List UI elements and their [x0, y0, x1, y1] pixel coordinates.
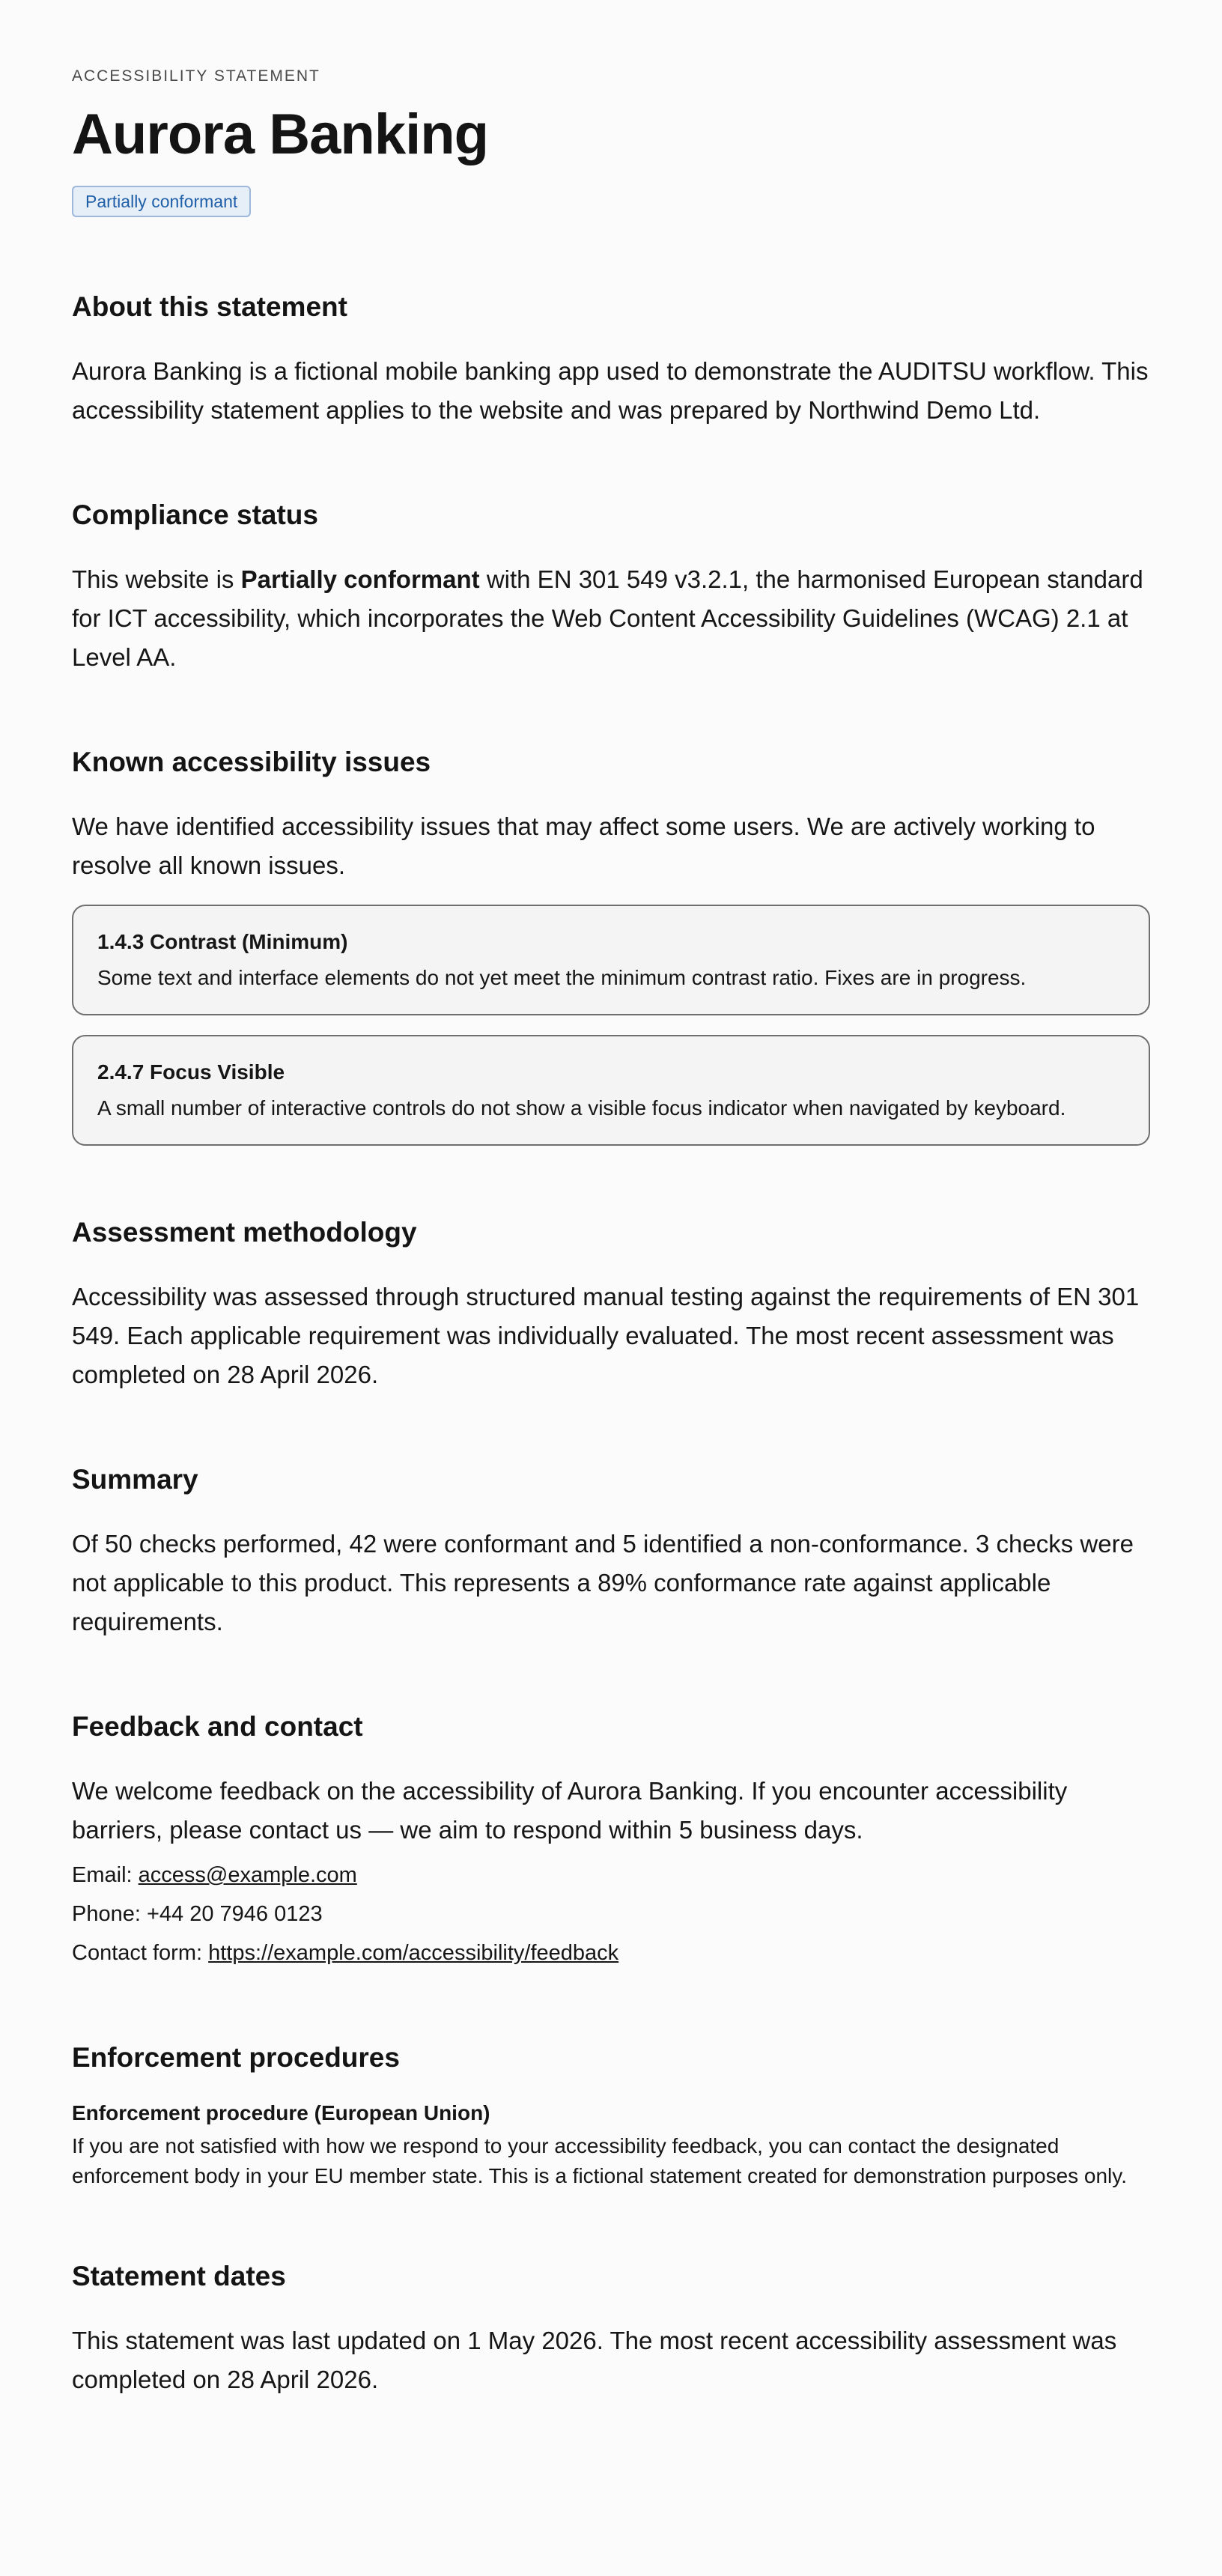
methodology-section [72, 1215, 1150, 1394]
statement-dates-text: This statement was last updated on 1 May 2026. The most recent accessibility assessment was completed on 28 April 2026. [72, 2327, 1117, 2393]
compliance-section [72, 497, 1150, 677]
feedback-text: We welcome feedback on the accessibility of Aurora Banking. If you encounter accessibility barriers, please contact us — we aim to respond within 5 business days. [72, 1777, 1068, 1844]
statement-dates-section [72, 2258, 1150, 2399]
methodology-heading: Assessment methodology [72, 1217, 417, 1248]
email-label: Email: [72, 1863, 139, 1887]
enforcement-subheading: Enforcement procedure (European Union) [72, 2101, 490, 2124]
about-section [72, 289, 1150, 430]
issue-title: 2.4.7 Focus Visible [97, 1060, 285, 1084]
conformance-status-badge: Partially conformant [72, 186, 251, 217]
methodology-text: Accessibility was assessed through structured manual testing against the requirements of EN 301 549. Each applicable requirement was individually evaluated. The most recent assessment was completed on 28 April 2026. [72, 1283, 1140, 1388]
issue-title: 1.4.3 Contrast (Minimum) [97, 930, 348, 953]
feedback-heading: Feedback and contact [72, 1711, 363, 1742]
about-text: Aurora Banking is a fictional mobile banking app used to demonstrate the AUDITSU workflow. This accessibility statement applies to the website and was prepared by Northwind Demo Ltd. [72, 357, 1149, 424]
enforcement-text: If you are not satisfied with how we respond to your accessibility feedback, you can contact the designated enforcement body in your EU member state. This is a fictional statement created for demonstration purposes only. [72, 2134, 1127, 2187]
compliance-suffix: with EN 301 549 v3.2.1, the harmonised European standard for ICT accessibility, which incorporates the Web Content Accessibility Guidelines (WCAG) 2.1 at Level AA. [72, 565, 1143, 671]
contact-email-line [72, 1856, 1150, 1895]
eyebrow-label: ACCESSIBILITY STATEMENT [72, 67, 320, 85]
compliance-prefix: This website is [72, 565, 241, 593]
compliance-status: Partially conformant [240, 565, 480, 593]
enforcement-heading: Enforcement procedures [72, 2042, 400, 2073]
known-issues-intro: We have identified accessibility issues that may affect some users. We are actively working to resolve all known issues. [72, 812, 1095, 879]
issue-card [72, 905, 1150, 1015]
issue-description: Some text and interface elements do not yet meet the minimum contrast ratio. Fixes are in progress. [97, 966, 1027, 989]
about-heading: About this statement [72, 291, 347, 322]
known-issues-section [72, 744, 1150, 1146]
contact-form-link[interactable]: https://example.com/accessibility/feedback [208, 1941, 619, 1965]
summary-text: Of 50 checks performed, 42 were conformant and 5 identified a non-conformance. 3 checks were not applicable to this product. This represents a 89% conformance rate against applicable requirements. [72, 1530, 1134, 1635]
enforcement-section [72, 2040, 1150, 2191]
email-link[interactable]: access@example.com [138, 1863, 357, 1887]
page-title: Aurora Banking [72, 103, 489, 166]
contact-form-line [72, 1933, 1150, 1972]
compliance-heading: Compliance status [72, 499, 318, 530]
phone-label: Phone: [72, 1902, 147, 1926]
feedback-section [72, 1709, 1150, 1972]
issue-card [72, 1035, 1150, 1146]
contact-form-label: Contact form: [72, 1941, 209, 1965]
issue-description: A small number of interactive controls do not show a visible focus indicator when navigated by keyboard. [97, 1096, 1066, 1120]
phone-number: +44 20 7946 0123 [146, 1902, 323, 1926]
contact-phone-line [72, 1895, 1150, 1933]
summary-section [72, 1462, 1150, 1641]
known-issues-heading: Known accessibility issues [72, 747, 431, 777]
statement-dates-heading: Statement dates [72, 2261, 286, 2291]
compliance-text [72, 560, 1150, 677]
summary-heading: Summary [72, 1464, 198, 1495]
